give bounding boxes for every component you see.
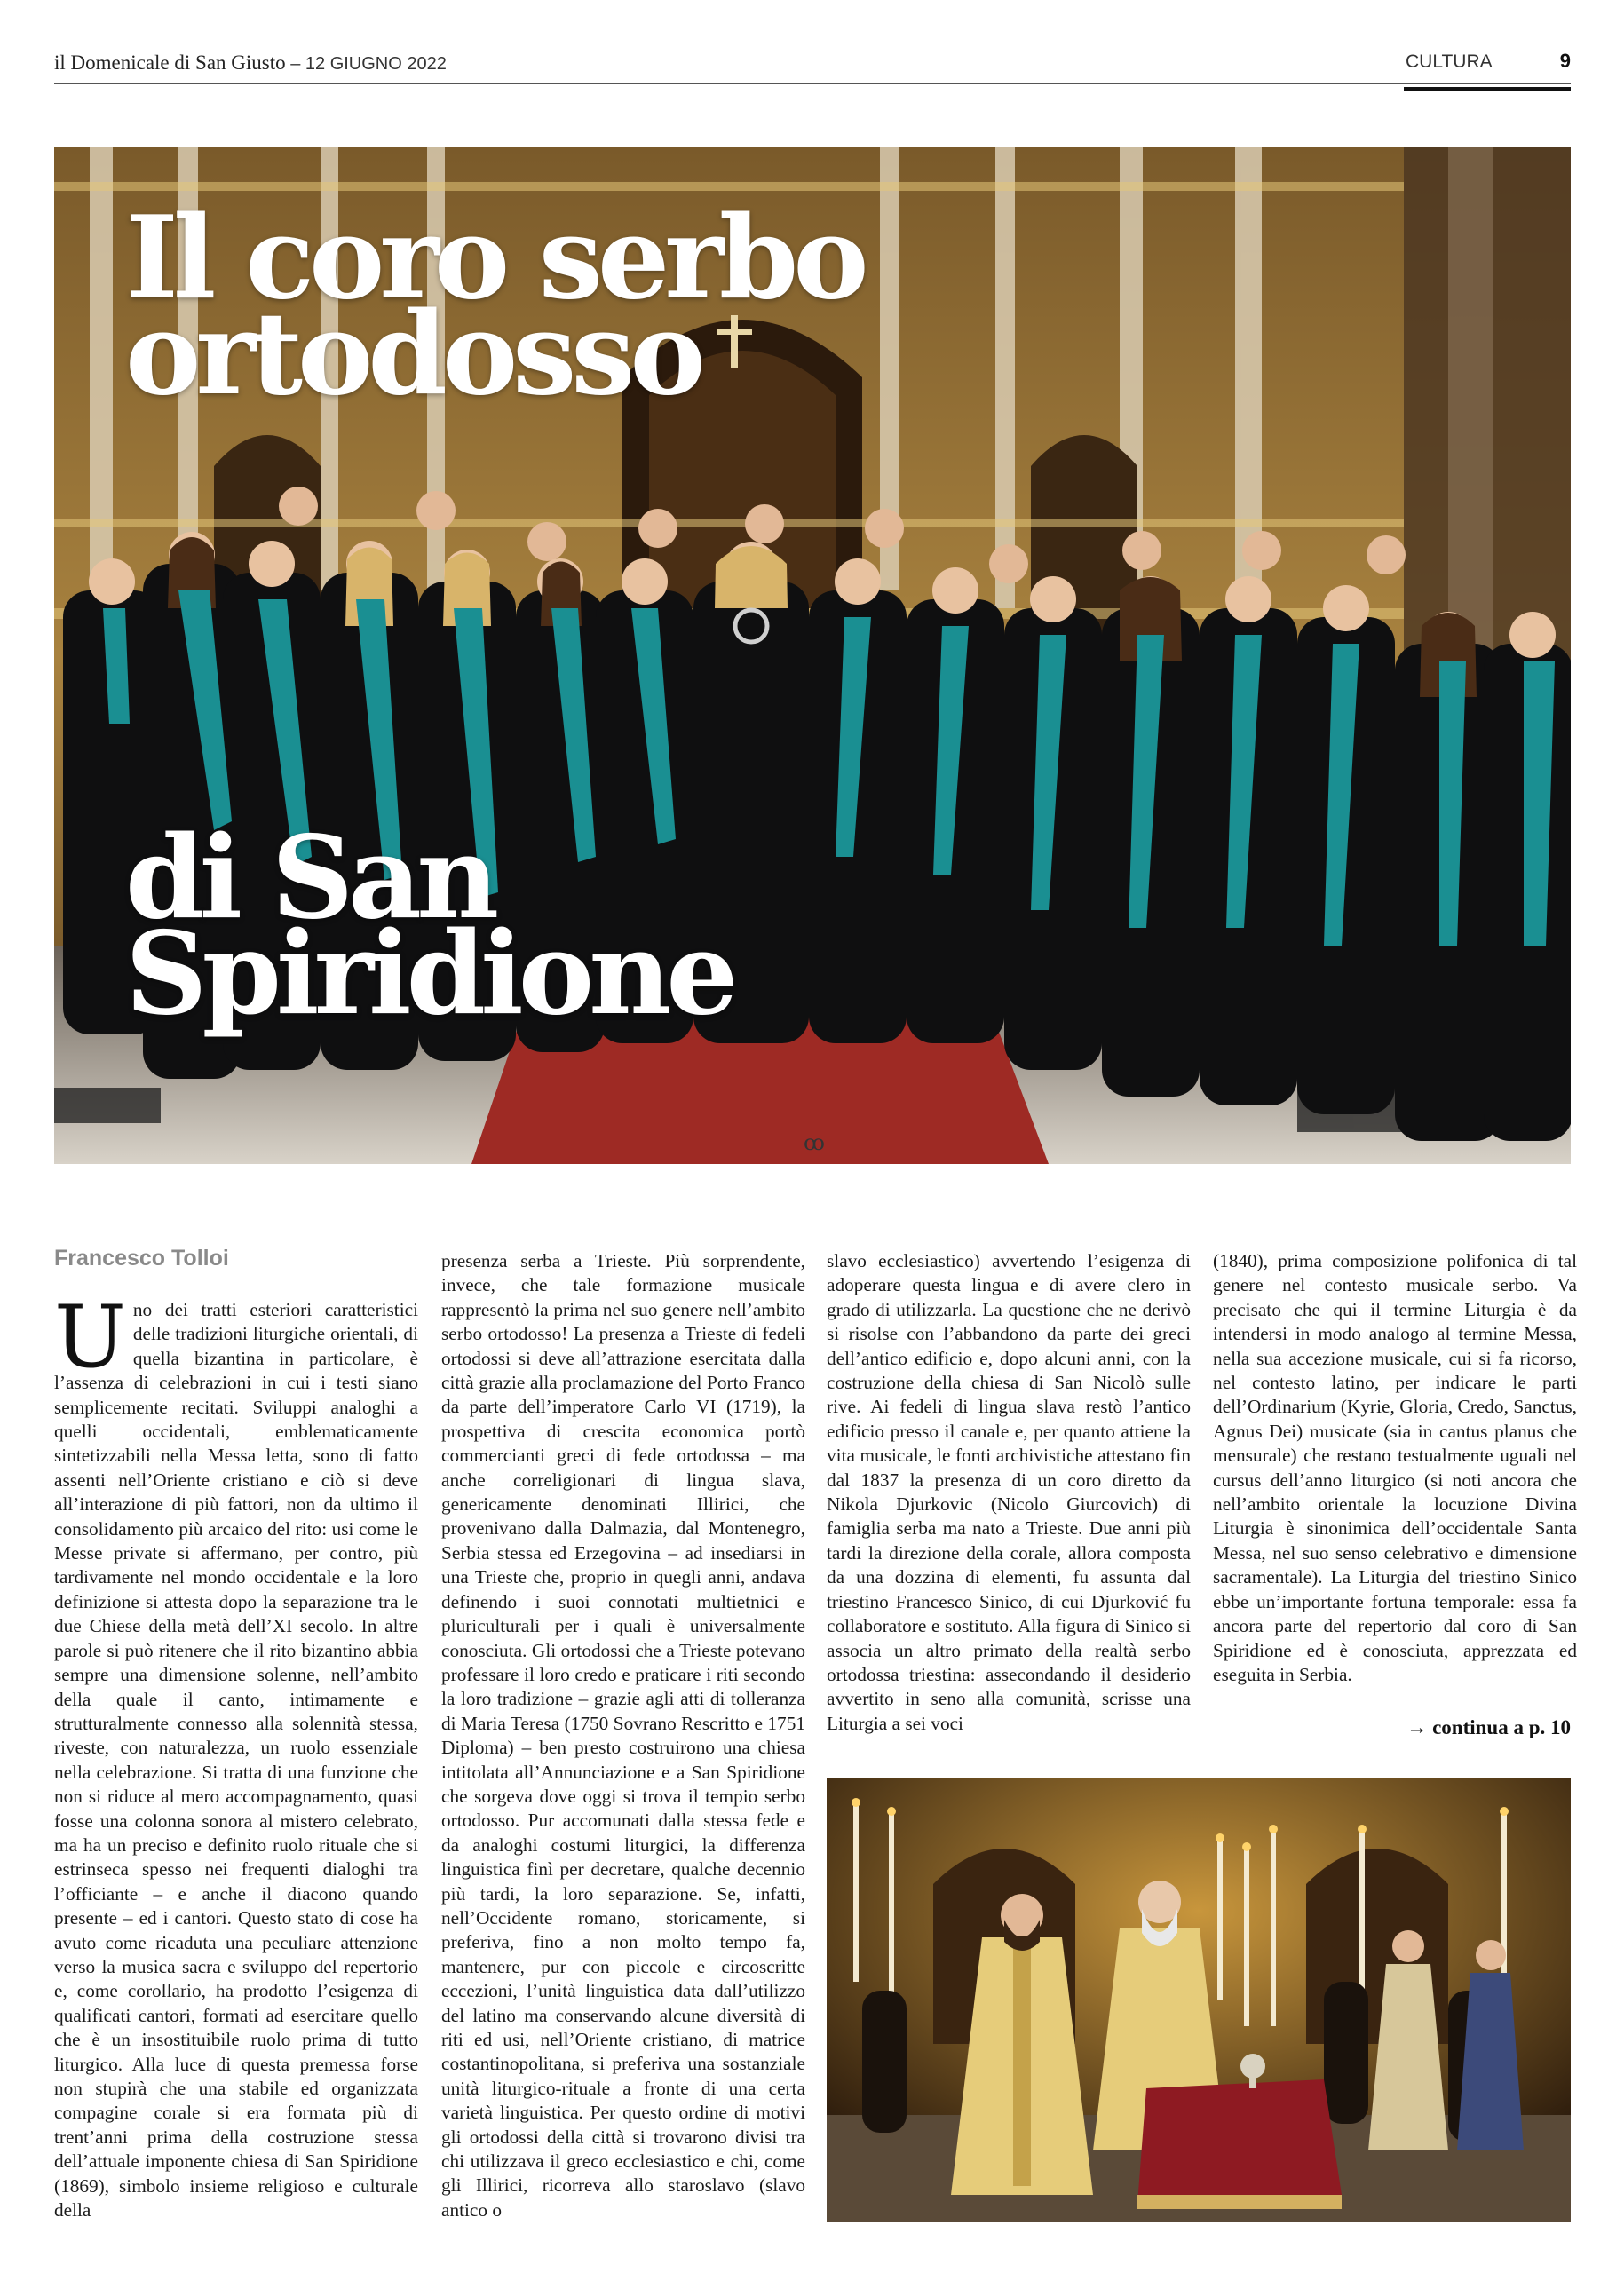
liturgy-photo-illustration: [827, 1778, 1571, 2222]
paragraph-1: [54, 1287, 418, 2222]
issue-date: 12 GIUGNO 2022: [305, 54, 447, 74]
author-byline: Francesco Tolloi: [54, 1246, 229, 1271]
article-column-1: [54, 1287, 418, 2222]
headline-bottom: [125, 812, 733, 1041]
publication-name: il Domenicale di San Giusto: [54, 51, 286, 74]
column-4-text: (1840), prima composizione polifonica di tal genere nel contesto musicale serbo. Va precisato che qui il termine Liturgia è da intendersi in modo analogo al termine Messa, nella sua accezione musicale, cui si fa ricorso, nel contesto latino, per indicare le parti dell’Ordinarium (Kyrie, Gloria, Credo, Sanctus, Agnus Dei) musicate (sia in cantus planus che mensurale) che restano testualmente uguali nel cursus dell’anno liturgico (si noti ancora che nell’ambito orientale la locuzione Divina Liturgia è sinonimica dell’occidentale Santa Messa, nel suo senso celebrativo e dimensione sacramentale). La Liturgia del triestino Sinico ebbe un’importante fortuna temporale: essa fa ancora parte del repertorio dal coro di San Spiridione ed è conosciuta, apprezzata ed eseguita in Serbia.: [1213, 1250, 1577, 1685]
publication-line: [54, 51, 447, 75]
article-column-4: [1213, 1249, 1577, 1687]
headline-top: [125, 192, 864, 421]
article-column-2: [441, 1249, 805, 2222]
date-separator: –: [285, 54, 305, 74]
section-tab: [1404, 46, 1571, 91]
running-header: [54, 46, 1571, 87]
hero-photo: [54, 147, 1571, 1164]
headline-line-3: di San: [125, 812, 495, 945]
page-number: 9: [1559, 50, 1571, 72]
photo-watermark: ꝏ: [804, 1132, 825, 1155]
column-2-text: presenza serba a Trieste. Più sorprendente, invece, che tale formazione musicale rappresentò la prima nel suo genere nell’ambito serbo ortodosso! La presenza a Trieste di fedeli ortodossi si deve all’attrazione esercitata dalla città grazie alla proclamazione del Porto Franco da parte dell’imperatore Carlo VI (1719), la prospettiva di crescita economica portò commercianti greci di fede ortodossa – ma anche correligionari di lingua slava, genericamente denominati Illirici, che provenivano dalla Dalmazia, dal Montenegro, Serbia stessa ed Erzegovina – ad insediarsi in una Trieste che, proprio in quegli anni, andava definendo i suoi connotati multietnici e pluriculturali per i quali è universalmente conosciuta. Gli ortodossi che a Trieste potevano professare il loro credo e praticare i riti secondo la loro tradizione – grazie agli atti di tolleranza di Maria Teresa (1750 Sovrano Rescritto e 1751 Diploma) – ben presto costruirono una chiesa intitolata all’Annunciazione e a San Spiridione che sorgeva dove oggi si trova il tempio serbo ortodosso. Pur accomunati dalla stessa fede e da analoghi costumi liturgici, la differenza linguistica finì per decretare, qualche decennio più tardi, la loro separazione. Se, infatti, nell’Occidente romano, storicamente, si preferiva, fino a non molto tempo fa, mantenere, pur con piccole e circoscritte eccezioni, l’unità linguistica data dall’utilizzo del latino ma conservando alcune diversità di riti ed usi, nell’Oriente cristiano, di matrice costantinopolitana, si preferiva una sostanziale unità liturgico-rituale a fronte di una certa varietà linguistica. Per questo ordine di motivi gli ortodossi della città si trovarono divisi tra chi utilizzava il greco ecclesiastico e chi, come gli Illirici, ricorreva allo staroslavo (slavo antico o: [441, 1250, 805, 2221]
headline-line-2: ortodosso: [125, 288, 701, 421]
continued-link[interactable]: → continua a p. 10: [1406, 1716, 1571, 1738]
column-1-text: no dei tratti esteriori caratteristici delle tradizioni liturgiche orientali, di quella bizantina in particolare, è l’assenza di celebrazioni in cui i testi siano semplicemente recitati. Sviluppi analoghi a quelli occidentali, emblematicamente sintetizzabili nella Messa letta, sono di fatto assenti nell’Oriente cristiano e ciò si deve all’interazione di più fattori, non da ultimo il consolidamento più arcaico del rito: usi come le Messe private si affermano, per contro, più tardivamente nel mondo occidentale e la loro definizione si attesta dopo la separazione tra le due Chiese della metà dell’XI secolo. In altre parole si può ritenere che il rito bizantino abbia sempre una dimensione solenne, nell’ambito della quale il canto, intimamente e strutturalmente connesso alla solennità stessa, riveste, con naturalezza, un ruolo essenziale nella celebrazione. Si tratta di una funzione che non si riduce al mero accompagnamento, quasi fosse una colonna sonora al mistero celebrato, ma ha un preciso e definito ruolo rituale che si estrinseca spesso nei frequenti dialoghi tra l’officiante – e anche il diacono quando presente – ed i cantori. Questo stato di cose ha avuto come ricaduta una peculiare attenzione verso la musica sacra e sviluppo del repertorio e, come corollario, ha prodotto l’esigenza di qualificati cantori, formati ad esercitare quello che è un insostituibile ruolo prima di tutto liturgico. Alla luce di questa premessa forse non stupirà che una stabile ed organizzata compagine corale si era formata più di trent’anni prima della costruzione stessa dell’attuale imponente chiesa di San Spiridione (1869), simbolo insieme religioso e culturale della: [54, 1299, 418, 2222]
section-label: CULTURA: [1406, 51, 1493, 72]
column-3-text: slavo ecclesiastico) avvertendo l’esigenza di adoperare questa lingua e di avere clero in grado di utilizzarla. La questione che ne derivò si risolse con l’abbandono da parte dei greci dell’antico edificio e, dopo alcuni anni, con la costruzione della chiesa di San Nicolò sulle rive. Ai fedeli di lingua slava restò l’antico edificio presso il canale e, per quanto attiene la vita musicale, le fonti archivistiche attestano fin dal 1837 la presenza di un coro diretto da Nikola Djurkovic (Nicolo Giurcovich) di famiglia serba ma nato a Trieste. Due anni più tardi la direzione della corale, allora composta da una dozzina di elementi, fu assunta dal triestino Francesco Sinico, di cui Djurković fu collaboratore e sostituto. Alla figura di Sinico si associa un altro primato della realtà serbo ortodossa triestina: assecondando il desiderio avvertito in seno alla comunità, scrisse una Liturgia a sei voci: [827, 1250, 1191, 1734]
header-rule: [54, 83, 1571, 84]
drop-cap: U: [54, 1287, 126, 1387]
headline-line-4: Spiridione: [125, 907, 733, 1041]
article-column-3: [827, 1249, 1191, 1736]
headline-line-1: Il coro serbo: [125, 192, 864, 325]
liturgy-photo: [827, 1778, 1571, 2222]
